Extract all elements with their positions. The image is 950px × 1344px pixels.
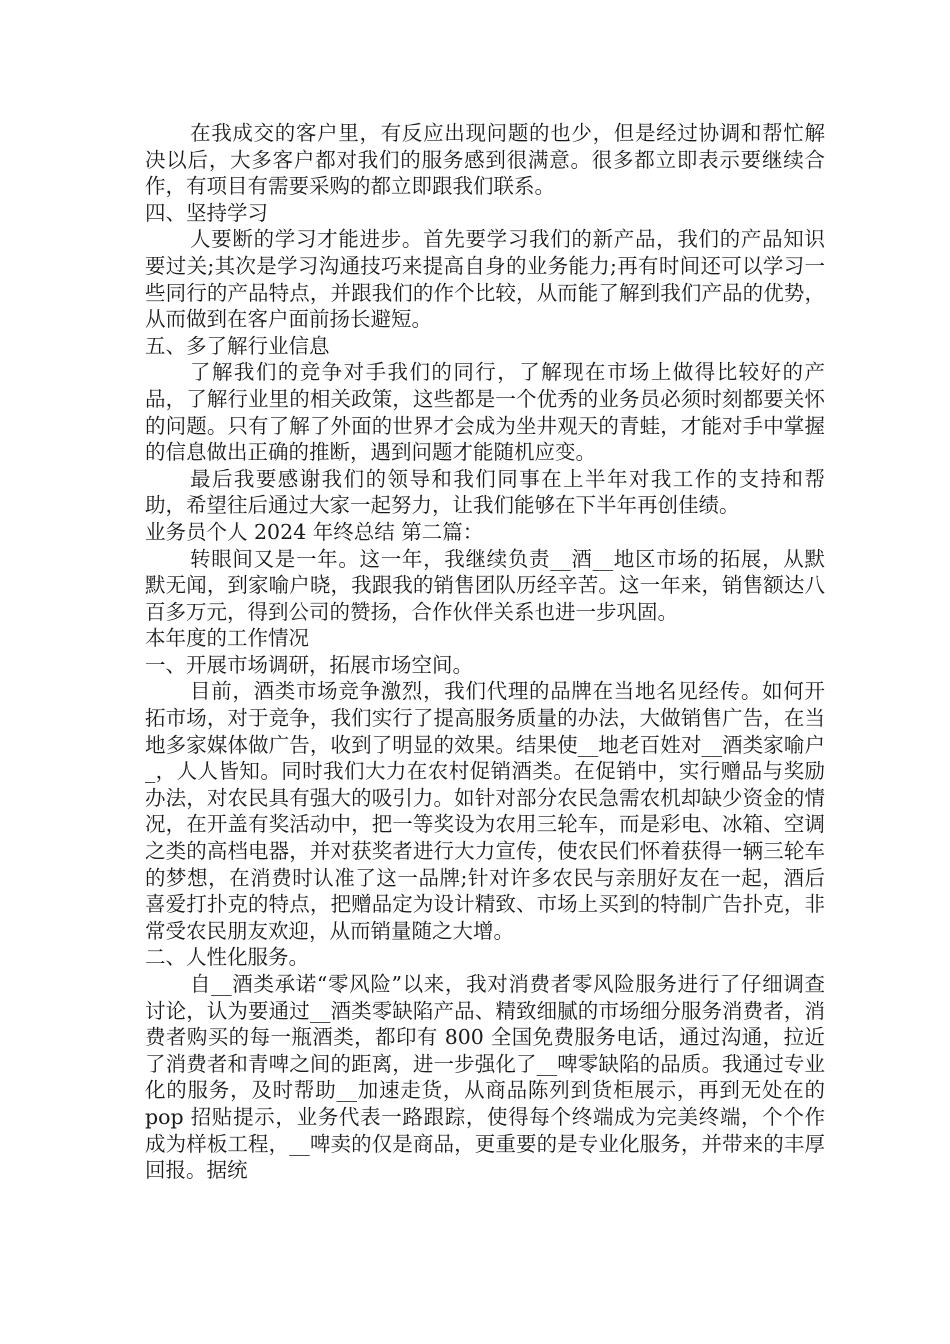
section-heading-annual-work: 本年度的工作情况 — [145, 626, 309, 651]
paragraph-customer-feedback: 在我成交的客户里，有反应出现问题的也少，但是经过协调和帮忙解决以后，大多客户都对我们的服务感到很满意。很多都立即表示要继续合作，有项目有需要采购的都立即跟我们联系。 — [145, 121, 825, 199]
paragraph-industry-info: 了解我们的竞争对手我们的同行，了解现在市场上做得比较好的产品，了解行业里的相关政策，这些都是一个优秀的业务员必须时刻都要关怀的问题。只有了解了外面的世界才会成为坐井观天的青蛙，才能对手中掌握的信息做出正确的推断，遇到问题才能随机应变。 — [145, 360, 825, 465]
section-heading-humanized-service: 二、人性化服务。 — [145, 945, 309, 970]
paragraph-learning: 人要断的学习才能进步。首先要学习我们的新产品，我们的产品知识要过关;其次是学习沟通技巧来提高自身的业务能力;再有时间还可以学习一些同行的产品特点，并跟我们的作个比较，从而能了解到我们产品的优势，从而做到在客户面前扬长避短。 — [145, 227, 825, 332]
paragraph-market-research: 目前，酒类市场竞争激烈，我们代理的品牌在当地名见经传。如何开拓市场，对于竞争，我们实行了提高服务质量的办法，大做销售广告，在当地多家媒体做广告，收到了明显的效果。结果使__地老百姓对__酒类家喻户_，人人皆知。同时我们大力在农村促销酒类。在促销中，实行赠品与奖励办法，对农民具有强大的吸引力。如针对部分农民急需农机却缺少资金的情况，在开盖有奖活动中，把一等奖设为农用三轮车，而是彩电、冰箱、空调之类的高档电器，并对获奖者进行大力宣传，使农民们怀着获得一辆三轮车的梦想，在消费时认准了这一品牌;针对许多农民与亲朋好友在一起，酒后喜爱打扑克的特点，把赠品定为设计精致、市场上买到的特制广告扑克，非常受农民朋友欢迎，从而销量随之大增。 — [145, 679, 825, 943]
paragraph-year-review: 转眼间又是一年。这一年，我继续负责__酒__地区市场的拓展，从默默无闻，到家喻户晓，我跟我的销售团队历经辛苦。这一年来，销售额达八百多万元，得到公司的赞扬，合作伙伴关系也进一步巩固。 — [145, 546, 825, 624]
section-heading-industry-info: 五、多了解行业信息 — [145, 333, 330, 358]
section-heading-market-research: 一、开展市场调研，拓展市场空间。 — [145, 652, 473, 677]
paragraph-humanized-service: 自__酒类承诺“零风险”以来，我对消费者零风险服务进行了仔细调查讨论，认为要通过__酒类零缺陷产品、精致细腻的市场细分服务消费者，消费者购买的每一瓶酒类，都印有 800 全国免费服务电话，通过沟通，拉近了消费者和青啤之间的距离，进一步强化了__啤零缺陷的品质。我通过专业化的服务，及时帮助__加速走货，从商品陈列到货柜展示，再到无处在的 pop 招贴提示，业务代表一路跟踪，使得每个终端成为完美终端，个个作成为样板工程，__啤卖的仅是商品，更重要的是专业化服务，并带来的丰厚回报。据统 — [145, 972, 825, 1183]
paragraph-thanks: 最后我要感谢我们的领导和我们同事在上半年对我工作的支持和帮助，希望往后通过大家一起努力，让我们能够在下半年再创佳绩。 — [145, 466, 825, 518]
article-title-second: 业务员个人 2024 年终总结 第二篇： — [145, 519, 484, 544]
section-heading-keep-learning: 四、坚持学习 — [145, 200, 268, 225]
document-page — [145, 120, 825, 1184]
